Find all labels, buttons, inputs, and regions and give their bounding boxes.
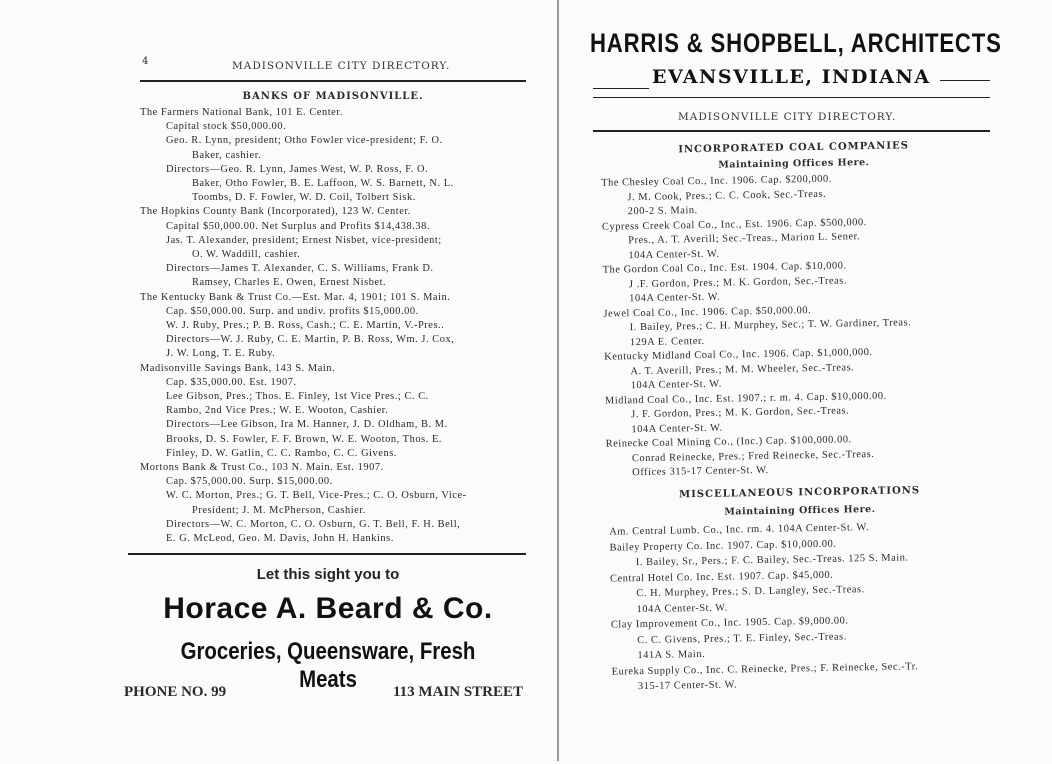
entry-heading: Eureka Supply Co., Inc. C. Reinecke, Pres.; F. Reinecke, Sec.-Tr. (611, 660, 919, 678)
entry-detail: Directors—James T. Alexander, C. S. Williams, Frank D. (166, 263, 434, 275)
entry-detail: C. H. Murphey, Pres.; S. D. Langley, Sec.-Treas. (636, 584, 865, 600)
ad-address: 113 MAIN STREET (393, 684, 524, 700)
ad-rule (128, 553, 526, 555)
entry-detail: Baker, cashier. (192, 149, 262, 161)
ad-tagline: Let this sight you to (256, 566, 400, 583)
entry-detail: 104A Center-St. W. (630, 378, 722, 392)
entry-heading: The Chesley Coal Co., Inc. 1906. Cap. $200,000. (601, 173, 833, 189)
entry-detail: J. F. Gordon, Pres.; M. K. Gordon, Sec.-Treas. (631, 405, 850, 421)
entry-heading: Jewel Coal Co., Inc. 1906. Cap. $50,000.00. (603, 304, 812, 320)
running-head: MADISONVILLE CITY DIRECTORY. (232, 60, 451, 72)
entry-heading: Reinecke Coal Mining Co., (Inc.) Cap. $100,000.00. (605, 434, 852, 450)
entry-detail: Capital $50,000.00. Net Surplus and Profits $14,438.38. (166, 220, 431, 232)
entry-detail: Rambo, 2nd Vice Pres.; W. E. Wooton, Cashier. (166, 405, 389, 417)
entry-detail: Lee Gibson, Pres.; Thos. E. Finley, 1st Vice Pres.; C. C. (166, 391, 429, 403)
entry-detail: Directors—Geo. R. Lynn, James West, W. P. Ross, F. O. (166, 163, 429, 175)
entry-detail: I. Bailey, Sr., Pers.; F. C. Bailey, Sec.-Treas. 125 S. Main. (635, 552, 909, 569)
entry-detail: Baker, Otho Fowler, B. E. Laffoon, W. S. Barnett, N. L. (192, 178, 454, 190)
entry-detail: Cap. $50,000.00. Surp. and undiv. profits $15,000.00. (166, 305, 419, 317)
section-subtitle-coal: Maintaining Offices Here. (718, 157, 870, 171)
entry-detail: Directors—W. J. Ruby, C. E. Martin, P. B. Ross, Wm. J. Cox, (166, 334, 455, 346)
ad-company: Horace A. Beard & Co. (163, 592, 493, 625)
misc-incorporations-list (609, 519, 919, 695)
entry-detail: Capital stock $50,000.00. (166, 121, 287, 133)
entry-heading: The Farmers National Bank, 101 E. Center. (140, 107, 343, 118)
entry-detail: Finley, D. W. Gatlin, C. C. Rambo, C. C. Givens. (166, 447, 397, 459)
section-title-misc: MISCELLANEOUS INCORPORATIONS (679, 485, 921, 501)
entry-detail: 104A Center-St. W. (636, 602, 728, 615)
ad-goods: Groceries, Queensware, Fresh Meats (180, 638, 476, 693)
section-subtitle-misc: Maintaining Offices Here. (724, 503, 876, 518)
entry-detail: Jas. T. Alexander, president; Ernest Nisbet, vice-president; (166, 234, 442, 246)
entry-detail: Directors—Lee Gibson, Ira M. Hanner, J. D. Oldham, B. M. (166, 419, 448, 431)
entry-heading: Cypress Creek Coal Co., Inc., Est. 1906. Cap. $500,000. (601, 216, 867, 233)
entry-detail: 104A Center-St. W. (631, 422, 723, 435)
entry-heading: Am. Central Lumb. Co., Inc. rm. 4. 104A Center-St. W. (609, 522, 870, 538)
entry-detail: 315-17 Center-St. W. (637, 679, 738, 693)
entry-heading: Central Hotel Co. Inc. Est. 1907. Cap. $45,000. (609, 569, 834, 585)
entry-detail: W. C. Morton, Pres.; G. T. Bell, Vice-Pres.; C. O. Osburn, Vice- (166, 490, 467, 502)
entry-detail: Ramsey, Charles E. Owen, Ernest Nisbet. (192, 277, 387, 289)
entry-detail: Brooks, D. S. Fowler, F. F. Brown, W. E. Wooton, Thos. E. (166, 433, 443, 445)
entry-heading: The Gordon Coal Co., Inc. Est. 1904. Cap. $10,000. (602, 260, 847, 276)
entry-detail: 129A E. Center. (629, 335, 705, 348)
entry-detail: 141A S. Main. (637, 648, 706, 662)
entry-detail: Directors—W. C. Morton, C. O. Osburn, G. T. Bell, F. H. Bell, (166, 518, 461, 530)
running-head: MADISONVILLE CITY DIRECTORY. (678, 111, 897, 123)
section-title: BANKS OF MADISONVILLE. (242, 91, 424, 102)
page-number: 4 (142, 56, 149, 67)
architects-ad-title: HARRIS & SHOPBELL, ARCHITECTS (590, 28, 1002, 58)
entry-heading: Bailey Property Co. Inc. 1907. Cap. $10,000.00. (609, 538, 837, 554)
right-page-body (556, 0, 1052, 764)
entry-detail: Cap. $35,000.00. Est. 1907. (166, 376, 297, 388)
entry-detail: J. M. Cook, Pres.; C. C. Cook, Sec.-Treas. (627, 188, 827, 203)
entry-detail: E. G. McLeod, Geo. M. Davis, John H. Hankins. (166, 533, 394, 545)
entry-detail: Toombs, D. F. Fowler, W. D. Coil, Tolbert Sisk. (192, 192, 416, 204)
entry-detail: O. W. Waddill, cashier. (192, 249, 301, 261)
entry-detail: Offices 315-17 Center-St. W. (632, 464, 769, 479)
entry-detail: A. T. Averill, Pres.; M. M. Wheeler, Sec.-Treas. (630, 361, 855, 377)
entry-detail: J .F. Gordon, Pres.; M. K. Gordon, Sec.-Treas. (628, 274, 848, 290)
entry-detail: J. W. Long, T. E. Ruby. (166, 348, 276, 360)
entry-detail: 200-2 S. Main. (627, 205, 698, 218)
architects-ad-city: EVANSVILLE, INDIANA (652, 66, 931, 88)
entry-detail: Pres., A. T. Averill; Sec.-Treas., Marion L. Sener. (628, 231, 861, 247)
entry-detail: Conrad Reinecke, Pres.; Fred Reinecke, Sec.-Treas. (631, 448, 875, 464)
entry-heading: Kentucky Midland Coal Co., Inc. 1906. Cap. $1,000,000. (604, 346, 873, 363)
header-rule (140, 80, 526, 82)
entry-heading: The Kentucky Bank & Trust Co.—Est. Mar. 4, 1901; 101 S. Main. (140, 291, 451, 303)
entry-detail: President; J. M. McPherson, Cashier. (192, 504, 366, 516)
banks-list (140, 106, 467, 546)
entry-detail: 104A Center-St. W. (628, 248, 720, 261)
entry-heading: The Hopkins County Bank (Incorporated), 123 W. Center. (140, 206, 411, 218)
entry-detail: W. J. Ruby, Pres.; P. B. Ross, Cash.; C. E. Martin, V.-Pres.. (166, 320, 445, 332)
entry-detail: C. C. Givens, Pres.; T. E. Finley, Sec.-Treas. (637, 630, 847, 646)
coal-companies-list (601, 171, 914, 481)
entry-detail: Cap. $75,000.00. Surp. $15,000.00. (166, 476, 333, 488)
entry-heading: Midland Coal Co., Inc. Est. 1907.; r. m. 4. Cap. $10,000.00. (604, 390, 887, 407)
entry-detail: Geo. R. Lynn, president; Otho Fowler vice-president; F. O. (166, 135, 443, 147)
right-page (560, 0, 1052, 761)
section-title-coal: INCORPORATED COAL COMPANIES (678, 140, 910, 156)
entry-heading: Clay Improvement Co., Inc. 1905. Cap. $9,000.00. (610, 615, 849, 631)
entry-heading: Mortons Bank & Trust Co., 103 N. Main. Est. 1907. (140, 462, 384, 474)
ad-phone: PHONE NO. 99 (124, 684, 227, 700)
entry-heading: Madisonville Savings Bank, 143 S. Main. (140, 362, 336, 374)
entry-detail: 104A Center-St. W. (629, 291, 721, 305)
entry-detail: I. Bailey, Pres.; C. H. Murphey, Sec.; T. W. Gardiner, Treas. (629, 317, 912, 334)
